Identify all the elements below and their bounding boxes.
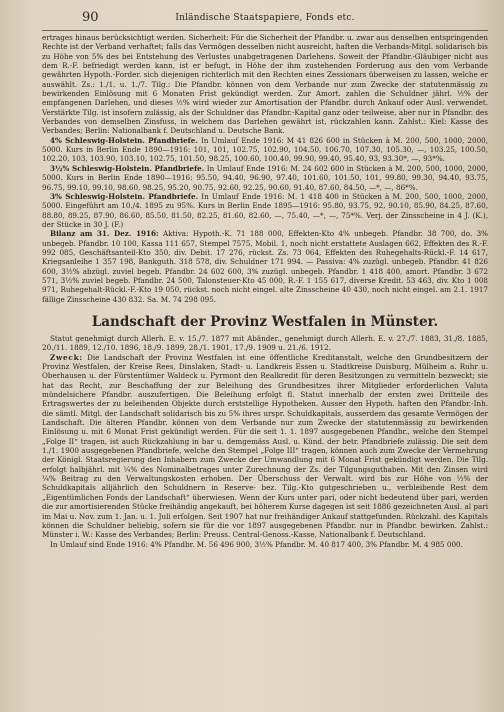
bond-title: 3% Schleswig-Holstein. Pfandbriefe. bbox=[50, 191, 199, 201]
balance-text: Aktiva: Hypoth.-K. 71 188 000, Effekten-Kto 4% unbegeb. Pfandbr. 38 700, do. 3% unbegeb. Pfandbr. 10 100, Kassa 111 657, Stempel 7575, Mobil. 1, noch nicht erstattete Auslagen 662, Effekten des R.-F. 992 085, Geschäftsanteil-Kto 350, div. Debit. 17 276, rückst. Zs. 73 064, Effekten des Ruhegehalts-Rückl.-F. 14 617, Kriegsanleihe 1 357 198, Bankguth. 318 578, div. Schuldner 171 994. — Passiva: 4% zuzügl. unbegeb. Pfandbr. 41 826 600, 3½% abzügl. zuviel begeb. Pfandbr. 24 602 600, 3% zuzügl. unbegeb. Pfandbr. 1 418 400, amort. Pfandbr. 3 672 571, 3½% zuviel begeb. Pfandbr. 24 500, Talonsteuer-Kto 45 000, R.-F. 1 155 617, diverse Kredit. 53 463, div. Kto 1 008 971, Ruhegehalt-Rückl.-F.-Kto 19 050, rückst. noch nicht eingel. alte Zinsscheine 40 430, noch nicht eingel. am 2.1. 1917 fällige Zinsscheine 430 832. Sa. M. 74 298 095. bbox=[42, 229, 488, 304]
page-header bbox=[42, 10, 488, 31]
bond-entry-3pct bbox=[42, 192, 488, 229]
running-title: Inländische Staatspapiere, Fonds etc. bbox=[175, 13, 355, 23]
bond-entry-3-5pct bbox=[42, 164, 488, 192]
section-intro: Statut genehmigt durch Allerh. E. v. 15./7. 1877 mit Abänder., genehmigt durch Allerh. E. v. 27./7. 1883, 31./8. 1885, 20./11. 1889, 12./10. 1896, 18./9. 1899, 28./1. 1901, 17./9. 1909 u. 21./6. 1912. bbox=[42, 333, 488, 353]
bond-text: In Umlauf Ende 1916: M. 1 418 400 in Stücken à M. 200, 500, 1000, 2000, 5000. Eingeführt am 10./4. 1895 zu 95%. Kurs in Berlin Ende 1895—1916: 95.80, 93.75, 92, 90.10, 85.90, 84.25, 87.60, 88.80, 89.25, 87.90, 86.60, 85.50, 81.50, 82.25, 81.60, 82.60, —, 75.40, —*, —, 75*%. Verj. der Zinsscheine in 4 J. (K.), der Stücke in 30 J. (F.) bbox=[42, 191, 488, 229]
document-body bbox=[42, 33, 488, 549]
bond-title: 3½% Schleswig-Holstein. Pfandbriefe. bbox=[50, 163, 205, 173]
balance-title: Bilanz am 31. Dez. 1916: bbox=[50, 229, 159, 239]
bond-title: 4% Schleswig-Holstein. Pfandbriefe. bbox=[50, 135, 198, 145]
bond-text: In Umlauf Ende 1916: M 41 826 600 in Stücken à M. 200, 500, 1000, 2000, 5000. Kurs in Berlin Ende 1890—1916: 101, 101, 102.75, 102.90, 104.50, 106.70, 107.30, 105.30, —, 103.25, 100.50, 102.20, 103, 103.90, 103.10, 102.75, 101.50, 98.25, 100.60, 100.40, 99.90, 99.40, 95.40, 93, 93.30*, —, 93*%. bbox=[42, 135, 488, 164]
bond-entry-4pct bbox=[42, 136, 488, 164]
section-title: Landschaft der Provinz Westfalen in Münster. bbox=[91, 313, 439, 330]
bond-text: In Umlauf Ende 1916: M. 24 602 600 in Stücken à M. 200, 500, 1000, 2000, 5000. Kurs in Berlin Ende 1890—1916: 95.50, 94.40, 96.90, 97.40, 101.60, 101.50, 101, 99.80, 99.30, 94.40, 93.75, 96.75, 99.10, 99.10, 98.60, 98.25, 95.20, 90.75, 92.60, 92.25, 90.60, 91.40, 87.60, 84.50, —*, —, 86*%. bbox=[42, 163, 488, 192]
intro-paragraph: ertrages hinaus berücksichtigt werden. Sicherheit: Für die Sicherheit der Pfandbr. u. zwar aus denselben entspringenden Rechte ist der Verband verhaftet; falls das Vermögen desselben nicht ausreicht, haften die Verbands-Mitgl. solidarisch bis zu Höhe von 5% des bei Entstehung des Verlustes unabgetragenen Darlehens. Soweit der Pfandbr.-Gläubiger nicht aus dem R.-F. befriedigt werden kann, ist er befugt, in Höhe der ihm zustehenden Forderung aus den vom Verbande gewährten Hypoth.-Forder. sich diejenigen richterlich mit den Rechten eines Zessionars überweisen zu lassen, welche er auswählt. Zs.: 1./1. u. 1./7. Tilg.: Die Pfandbr. können von dem Verbande nur zum Zwecke der statutenmässig zu bewirkenden Einlösung mit 6 Monaten Frist gekündigt werden. Zur Amort. zahlen die Schuldner jährl. ½% der empfangenen Darlehen, und dieses ½% wird wieder zur Amortisation der Pfandbr. durch Ankauf oder Ausl. verwendet. Verstärkte Tilg. ist insofern zulässig, als der Schuldner das Pfandbr.-Kapital ganz oder teilweise, aber nur in Pfandbr. des Verbandes von demselben Zinsfuss, in welchem das Darlehen gewährt ist, rückzahlen kann. Zahlst.: Kiel: Kasse des Verbandes; Berlin: Nationalbank f. Deutschland u. Deutsche Bank. bbox=[42, 33, 488, 136]
section-zweck bbox=[42, 353, 488, 540]
page-number: 90 bbox=[82, 10, 99, 25]
section-umlauf: In Umlauf sind Ende 1916: 4% Pfandbr. M. 56 496 900, 3½% Pfandbr. M. 40 817 400, 3% Pfandbr. M. 4 985 000. bbox=[50, 539, 463, 549]
balance-sheet bbox=[42, 229, 488, 304]
zweck-text: Die Landschaft der Provinz Westfalen ist eine öffentliche Kreditanstalt, welche den Grundbesitzern der Provinz Westfalen, der Kreise Rees, Dinslaken, Stadt- u. Landkreis Essen u. Stadtkreise Duisburg, Mülheim a. Ruhr u. Oberhausen u. der Fürstentümer Waldeck u. Pyrmont den Realkredit für deren Besitzungen zu vermitteln bezweckt; sie hat das Recht, zur Beschaffung der zur Beleihung des Grundbesitzes ihrer Mitglieder erforderlichen Valuta mündelsichere Pfandbr. auszufertigen. Die Beleihung erfolgt fl. Statut innerhalb der ersten zwei Dritteile des Ertragswertes der zu beleihenden Objekte durch erststellige Hypotheken. Ausser den Hypoth. haften den Pfandbr.-Inh. die sämtl. Mitgl. der Landschaft solidarisch bis zu 5% ihres urspr. Schuldkapitals, ausserdem das gesamte Vermögen der Landschaft. Die älteren Pfandbr. können von dem Verbande nur zum Zwecke der statutenmässig zu bewirkenden Einlösung u. mit 6 Monat Frist gekündigt werden. Für die seit 1. 1. 1897 ausgegebenen Pfandbr., welche den Stempel „Folge II“ tragen, ist auch Rückzahlung in bar u. demgemäss Ausl. u. Künd. der betr. Pfandbriefe zulässig. Die seit dem 1./1. 1900 ausgegebenen Pfandbriefe, welche den Stempel „Folge III“ tragen, können auch zum Zwecke der Vermehrung der Königl. Staatsregierung den Inhabern zum Zwecke der Umwandlung mit 6 Monat Frist gekündigt werden. Die Tilg. erfolgt halbjährl. mit ¼% des Nominalbetrages unter Zurechnung der Zs. der Tilgungsguthaben. Mit den Zinsen wird ¼% Beitrag zu den Verwaltungskosten erhoben. Der Überschuss der Verwalt. wird bis zur Höhe von ½% der Schuldkapitals alljährlich den Schuldnern in Reserve- bez. Tilg.-Kto gutgeschrieben u., verbleibende Rest dem „Eigentümlichen Fonds der Landschaft“ überwiesen. Wenn der Kurs unter pari, oder nicht bedeutend über pari, werden die zur amortisierenden Stücke freihändig angekauft, bei höherem Kurse dagegen ist seit 1886 gezeichneten Ausl. al pari im Mai u. Nov. zum 1. Jan. u. 1. Juli erfolgen. Seit 1907 hat nur freihändiger Ankauf stattgefunden. Rückzahl. des Kapitals können die Schuldner beliebig, sofern sie für die vor 1897 ausgegebenen Pfandbr. nur in Pfandbr. bewirken. Zahlst.: Münster i. W.: Kasse des Verbandes; Berlin: Preuss. Central-Genoss.-Kasse, Nationalbank f. Deutschland. bbox=[42, 352, 488, 540]
zweck-label: Zweck: bbox=[50, 352, 83, 362]
